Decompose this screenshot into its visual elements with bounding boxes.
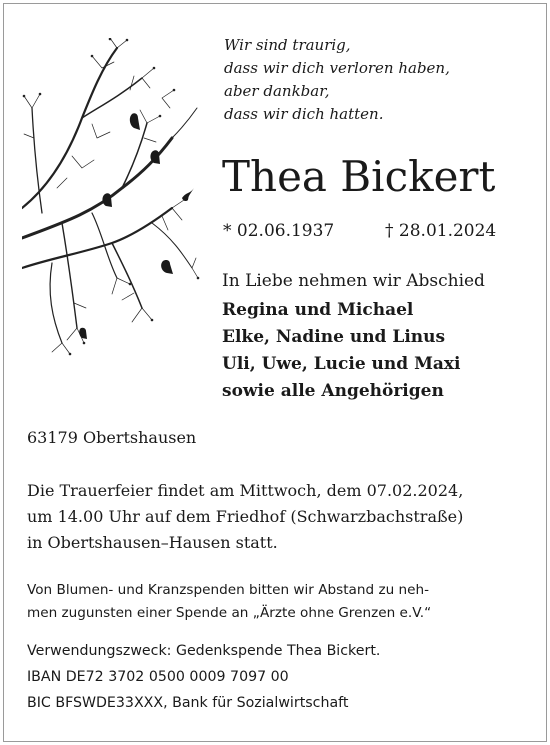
mourner-line: Regina und Michael [222, 300, 414, 320]
mourner-line: sowie alle Angehörigen [222, 381, 444, 401]
poem-line: dass wir dich verloren haben, [224, 59, 450, 77]
bank-line-bic: BIC BFSWDE33XXX, Bank für Sozialwirtschaft [27, 695, 349, 711]
memorial-poem [224, 34, 524, 126]
bank-line-purpose: Verwendungszweck: Gedenkspende Thea Bickert. [27, 643, 381, 659]
mourner-line: Elke, Nadine und Linus [222, 327, 446, 347]
donation-line: Von Blumen- und Kranzspenden bitten wir Abstand zu neh- [27, 582, 430, 598]
poem-line: aber dankbar, [224, 82, 330, 100]
funeral-line: Die Trauerfeier findet am Mittwoch, dem 07.02.2024, [27, 481, 464, 500]
farewell-line: In Liebe nehmen wir Abschied [222, 271, 485, 291]
location: 63179 Obertshausen [27, 428, 197, 447]
donation-request [27, 579, 542, 625]
poem-line: Wir sind traurig, [224, 36, 351, 54]
bank-line-iban: IBAN DE72 3702 0500 0009 7097 00 [27, 669, 289, 685]
life-dates [223, 221, 523, 241]
mourner-line: Uli, Uwe, Lucie und Maxi [222, 354, 461, 374]
bank-details [27, 638, 542, 716]
mourners-list [222, 297, 542, 405]
funeral-details [27, 478, 537, 556]
death-date: † 28.01.2024 [385, 221, 497, 241]
birth-date: * 02.06.1937 [223, 221, 335, 241]
poem-line: dass wir dich hatten. [224, 105, 384, 123]
funeral-line: in Obertshausen–Hausen statt. [27, 533, 278, 552]
donation-line: men zugunsten einer Spende an „Ärzte ohne Grenzen e.V.“ [27, 605, 432, 621]
funeral-line: um 14.00 Uhr auf dem Friedhof (Schwarzbachstraße) [27, 507, 464, 526]
tree-with-birds-illustration [22, 38, 200, 358]
deceased-name: Thea Bickert [222, 152, 496, 201]
